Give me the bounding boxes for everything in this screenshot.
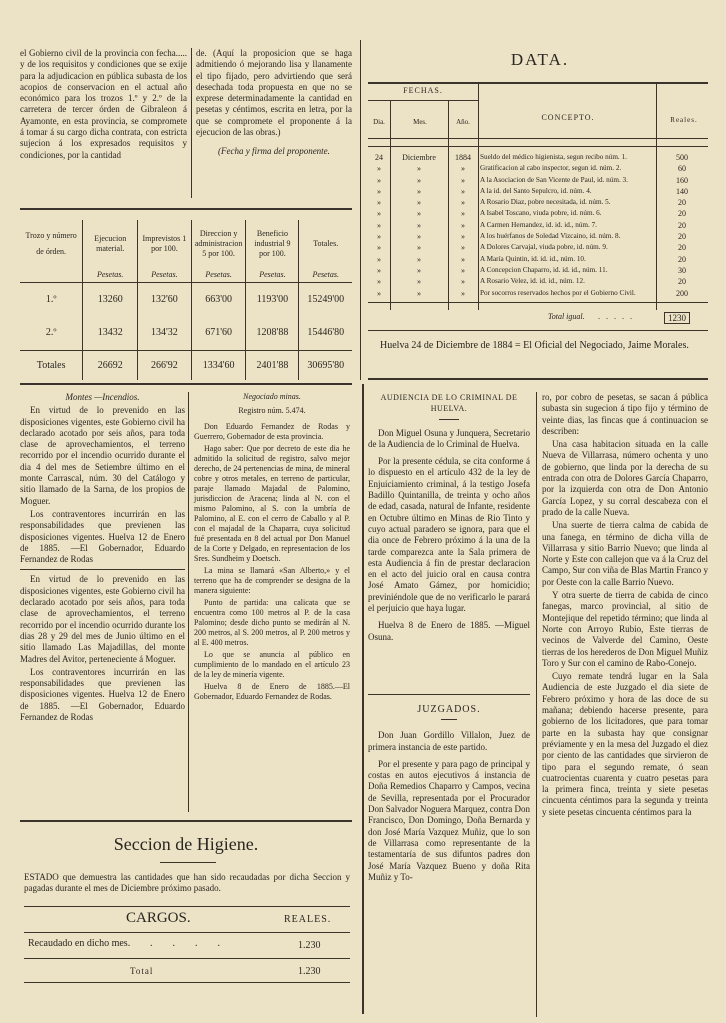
data-row xyxy=(368,186,708,197)
data-row-ano: » xyxy=(461,243,465,253)
data-row-mes: » xyxy=(417,186,421,196)
table-total-row xyxy=(20,350,352,380)
data-row xyxy=(368,152,708,163)
total-ejec: 26692 xyxy=(83,350,138,380)
total-dir: 1334'60 xyxy=(191,350,246,380)
montes-p1: En virtud de lo prevenido en las disposiciones vigentes, este Gobierno civil ha declarado acotado por seis años, para toda clase de aprovechamientos, el terreno recorrido por el incendio ocurrido durante el dia 4 del mes de Setiembre último en el monte Carrascal, núm. 30 del Catálogo y sitio llamado de la Sarna, de los propios de Moguer. xyxy=(20,405,185,506)
fechas-header: FECHAS. xyxy=(403,86,443,95)
trozo-header xyxy=(20,220,83,268)
total-impr: 266'92 xyxy=(138,350,192,380)
row2-trozo: 2.º xyxy=(45,327,57,339)
data-row-dia: » xyxy=(377,232,381,242)
table1-bottom-rule xyxy=(20,383,352,385)
data-row-ano: » xyxy=(461,209,465,219)
data-row-ano: » xyxy=(461,288,465,298)
data-row-concepto: A Carmen Hernandez, id. id. id., núm. 7. xyxy=(480,220,597,229)
column-divider xyxy=(536,392,537,1017)
fechas-rule xyxy=(368,100,478,101)
audiencia-p2: Por la presente cédula, se cita conforme á lo dispuesto en el artículo 432 de la ley de Enjuiciamiento criminal, á la testigo Josefa Badillo Quintanilla, de treinta y ocho años de edad, casada, natural de Infante, residente en Octubre último en Minas de Rio Tinto y cuyo actual paradero se ignora, para que el dia once de Febrero próximo á la una de la tarde comparezca ante la Sala primera de esta Audiencia á fin de prestar declaracion en el acto del juicio oral en causa contra José Amato Gámez, por homicidio; previniéndole que de no verificarlo le parará el perjuicio que haya lugar. xyxy=(368,456,530,614)
minas-p1: Don Eduardo Fernandez de Rodas y Guerrero, Gobernador de esta provincia. xyxy=(194,422,350,441)
cargos-rule-2 xyxy=(24,958,350,959)
higiene-title: Seccion de Higiene. xyxy=(113,834,259,854)
data-row-dia: » xyxy=(377,198,381,208)
data-row-dia: » xyxy=(377,186,381,196)
data-row-concepto: Por socorros reservados hechos por el Gobierno Civil. xyxy=(480,288,636,297)
data-row-dia: » xyxy=(377,254,381,264)
data-row xyxy=(368,288,708,299)
data-row-mes: » xyxy=(417,175,421,185)
data-row-concepto: A María Quintin, id. id. id., núm. 10. xyxy=(480,254,586,263)
row1-benef: 1193'00 xyxy=(246,282,299,316)
ano-header: Año. xyxy=(456,118,470,126)
data-row-dia: » xyxy=(377,243,381,253)
benef-header: Beneficio industrial 9 por 100. xyxy=(246,220,299,268)
minas-p6: Huelva 8 de Enero de 1885.—El Gobernador, Eduardo Fernandez de Rodas. xyxy=(194,682,350,701)
juzgados-top-rule xyxy=(368,694,530,695)
data-table-rows xyxy=(368,152,708,299)
row1-trozo: 1.º xyxy=(45,293,57,305)
data-row-mes: » xyxy=(417,220,421,230)
data-row-concepto: A los huérfanos de Soledad Vizcaino, id. núm. 8. xyxy=(480,232,621,241)
minas-column xyxy=(194,392,350,704)
cargos-heading: CARGOS. xyxy=(126,910,191,926)
higiene-ornament xyxy=(160,862,216,863)
data-row xyxy=(368,197,708,208)
table-row xyxy=(20,282,352,316)
table-row xyxy=(20,316,352,350)
col4-p5: Cuyo remate tendrá lugar en la Sala Audiencia de este Juzgado el dia siete de Febrero próximo y hora de las doce de su mañana; debiendo hacerse presente, para gobierno de los licitadores, que para tomar parte en la subasta hay que consignar préviamente y en la mesa del Juzgado el diez por ciento de las cantidades que sirvieron de tipo para el segundo remate, ó sean cuatrocientas cuarenta y cuatro pesetas para la primera finca, treinta y siete pesetas cincuenta céntimos para la segunda y treinta y siete pesetas cincuenta céntimos para la xyxy=(542,671,708,817)
unit-tot: Pesetas. xyxy=(299,268,352,282)
data-row-concepto: A Dolores Carvajal, viuda pobre, id. núm. 9. xyxy=(480,243,608,252)
data-row-dia: » xyxy=(377,220,381,230)
minas-p5: Lo que se anuncia al público en cumplimiento de lo mandado en el artículo 23 de la ley de minería vigente. xyxy=(194,650,350,679)
col4-p3: Una suerte de tierra calma de cabida de una fanega, en término de dicha villa de Villarrasa y sitio Barrio Nuevo; que linda al Norte y Este con callejon que va á la Cruz del Campo, Sur con viña de Blas Martin Franco y por Oeste con la calle Barrio Nuevo. xyxy=(542,520,708,587)
higiene-intro xyxy=(24,872,350,897)
unit-cell xyxy=(20,268,83,282)
dia-header: Dia. xyxy=(373,118,385,126)
minas-p3: La mina se llamará «San Alberto,» y el terreno que ha de comprender se designa de la manera siguiente: xyxy=(194,566,350,595)
dir-header: Direccion y administracion 5 por 100. xyxy=(191,220,246,268)
recaudado-label: Recaudado en dicho mes. xyxy=(28,938,131,949)
data-row-ano: » xyxy=(461,254,465,264)
audiencia-ornament xyxy=(439,419,459,420)
data-row-ano: » xyxy=(461,186,465,196)
data-row-dia: » xyxy=(377,288,381,298)
row2-impr: 134'32 xyxy=(138,316,192,350)
row1-impr: 132'60 xyxy=(138,282,192,316)
row2-tot: 15446'80 xyxy=(299,316,352,350)
data-row-concepto: A la id. del Santo Sepulcro, id. núm. 4. xyxy=(480,186,592,195)
row2-ejec: 13432 xyxy=(83,316,138,350)
mes-header: Mes. xyxy=(413,118,427,126)
concepto-header: CONCEPTO. xyxy=(541,113,595,122)
data-row-ano: » xyxy=(461,175,465,185)
data-row-mes: » xyxy=(417,265,421,275)
proponent-signature: (Fecha y firma del proponente. xyxy=(218,146,330,157)
data-row-concepto: A Rosario Velez, id. id. id., núm. 12. xyxy=(480,277,585,286)
data-row-ano: 1884 xyxy=(455,153,471,162)
trozo-header-l2: de órden. xyxy=(36,247,67,256)
row2-dir: 671'60 xyxy=(191,316,246,350)
juzgados-column xyxy=(368,704,530,885)
data-header-rule xyxy=(368,138,708,139)
montes-rule xyxy=(20,569,185,570)
data-row-mes: » xyxy=(417,254,421,264)
unit-impr: Pesetas. xyxy=(138,268,192,282)
data-row-mes: » xyxy=(417,243,421,253)
page-center-divider xyxy=(360,40,361,380)
data-row-concepto: A Concepcion Chaparro, id. id. id., núm. 11. xyxy=(480,265,608,274)
data-footer-text: Huelva 24 de Diciembre de 1884 = El Oficial del Negociado, Jaime Morales. xyxy=(380,340,689,351)
page-vertical-divider xyxy=(362,384,364,1014)
row1-dir: 663'00 xyxy=(191,282,246,316)
data-row-mes: » xyxy=(417,198,421,208)
audiencia-p1: Don Miguel Osuna y Junquera, Secretario de la Audiencia de lo Criminal de Huelva. xyxy=(368,427,530,449)
contract-text-col1 xyxy=(20,48,187,163)
contract-paragraph-2: de. (Aquí la proposicion que se haga admitiendo ó mejorando lisa y llanamente el tipo fijado, pero advirtiendo que será desechada toda propuesta en que no se exprese determinadamente la cantidad en pesetas y céntimos, escrita en letra, por la que se compromete el proponente á la ejecucion de las obras.) xyxy=(196,48,352,138)
data-row-dia: » xyxy=(377,277,381,287)
table1-top-rule xyxy=(20,208,352,210)
data-row xyxy=(368,254,708,265)
data-row-reales: 20 xyxy=(678,254,686,264)
recaudado-value: 1.230 xyxy=(298,940,321,951)
impr-header: Imprevistos 1 por 100. xyxy=(138,220,192,268)
total-igual-value: 1230 xyxy=(664,312,690,324)
col4-p4: Y otra suerte de tierra de cabida de cinco fanegas, marco provincial, al sitio de Montejique del repetido término; que linda al Norte con Arroyo Rubio, Este tierras de vecinos de Valverde del Camino, Oeste tierras de los herederos de Don Miguel Muñiz Toro y Sur con el camino de Rabo-Conejo. xyxy=(542,590,708,668)
data-footer xyxy=(370,340,708,354)
data-row-reales: 200 xyxy=(676,288,688,298)
montes-column xyxy=(20,392,185,725)
cost-table xyxy=(20,220,352,380)
row1-ejec: 13260 xyxy=(83,282,138,316)
cargos-top-rule xyxy=(24,906,350,907)
unit-ejec: Pesetas. xyxy=(83,268,138,282)
data-row-concepto: A Isabel Toscano, viuda pobre, id. núm. 6. xyxy=(480,209,602,218)
data-row-mes: » xyxy=(417,277,421,287)
ejec-header: Ejecucion material. xyxy=(83,220,138,268)
data-row-mes: » xyxy=(417,164,421,174)
contract-paragraph-1: el Gobierno civil de la provincia con fecha..... y de los requisitos y condiciones que se exije para la adjudicacion en pública subasta de los acopios de conservacion en el actual año económico para los trozos 1.º y 2.º de la carretera de tercer órden de Gibraleon á Ayamonte, en esta provincia, se compromete á tomar á su cargo dicha contrata, con estricta sujecion á los expresados requisitos y condiciones, por la cantidad xyxy=(20,48,187,160)
reales-col-header: Reales. xyxy=(670,116,698,124)
minas-p2: Hago saber: Que por decreto de este dia he admitido la solicitud de registro, salvo mejor derecho, de 24 pertenencias de mina, de mineral cobre y otros metales, en terreno de particular, paraje llamado Majadal de Palomino, jurisdiccion de Aracena; linda al N. con el mismo Palomino, al S. con la umbría de Palomino, al E. con el cerro de Caballo y al P. con el majadal de la Chaparra, cuya solicitud fué presentada en 8 del actual por Don Manuel de la Corte y Delgado, en representacion de los Sres. Sundheim y Doetsch. xyxy=(194,444,350,563)
subasta-column xyxy=(542,392,708,820)
row2-benef: 1208'88 xyxy=(246,316,299,350)
data-row-dia: » xyxy=(377,175,381,185)
data-row xyxy=(368,265,708,276)
data-row-dia: » xyxy=(377,209,381,219)
data-row-reales: 30 xyxy=(678,265,686,275)
data-row-reales: 500 xyxy=(676,153,688,162)
juzgados-ornament xyxy=(441,719,457,720)
data-row xyxy=(368,163,708,174)
reales-heading: REALES. xyxy=(284,914,332,925)
data-row-concepto: Sueldo del médico higienista, segun recibo núm. 1. xyxy=(480,153,627,161)
cargos-rule xyxy=(24,932,350,933)
montes-p4: Los contraventores incurrirán en las responsabilidades que previenen las disposiciones vigentes. Huelva 12 de Enero de 1885. —El Gobernador, Eduardo Fernandez de Rodas xyxy=(20,666,185,723)
montes-p3: En virtud de lo prevenido en las disposiciones vigentes, este Gobierno civil ha declarado acotado por seis años, para toda clase de aprovechamientos, el terreno recorrido por el incendio ocurrido durante los dias 28 y 29 del mes de Junio último en el sitio llamado Las Majadillas, del monte Madres del Avitor, perteneciente á Moguer. xyxy=(20,574,185,664)
data-row-reales: 140 xyxy=(676,186,688,196)
unit-dir: Pesetas. xyxy=(191,268,246,282)
juzgados-p1: Don Juan Gordillo Villalon, Juez de primera instancia de este partido. xyxy=(368,730,530,752)
row1-tot: 15249'00 xyxy=(299,282,352,316)
data-row xyxy=(368,242,708,253)
juzgados-heading: JUZGADOS. xyxy=(417,704,481,715)
data-row-ano: » xyxy=(461,232,465,242)
data-row xyxy=(368,231,708,242)
data-row-ano: » xyxy=(461,198,465,208)
minas-heading: Negociado minas. xyxy=(243,392,301,401)
montes-p2: Los contraventores incurrirán en las responsabilidades que previenen las disposiciones vigentes. Huelva 12 de Enero de 1885. —El Gobernador, Eduardo Fernandez de Rodas xyxy=(20,508,185,565)
data-row-reales: 20 xyxy=(678,232,686,242)
column-divider xyxy=(191,48,192,198)
col4-p1: ro, por cobro de pesetas, se sacan á pública subasta sin sugecion á tipo fijo y término de veinte dias, las fincas que á continuacion se describen: xyxy=(542,392,708,436)
minas-registry: Registro núm. 5.474. xyxy=(238,406,306,415)
tot-header: Totales. xyxy=(299,220,352,268)
higiene-intro-text: ESTADO que demuestra las cantidades que han sido recaudadas por dicha Seccion y pagadas durante el mes de Diciembre próximo pasado. xyxy=(24,872,350,894)
col4-p2: Una casa habitacion situada en la calle Nueva de Villarrasa, número ochenta y uno de gobierno, que linda por la derecha de su entrada con otra de Dolores García Chaparro, por la izquierda con otra de Don Antonio García Lopez, y su corral descabeza con el prado de la calle Nueva. xyxy=(542,439,708,517)
right-section-rule xyxy=(368,378,708,380)
column-divider xyxy=(188,392,189,812)
data-row-ano: » xyxy=(461,265,465,275)
data-total-rule xyxy=(368,330,708,331)
data-row-dia: » xyxy=(377,164,381,174)
data-rows-bottom-rule xyxy=(368,302,708,303)
unit-benef: Pesetas. xyxy=(246,268,299,282)
total-benef: 2401'88 xyxy=(246,350,299,380)
cargos-rule-3 xyxy=(24,982,350,983)
leader-dots: .... xyxy=(150,938,240,949)
data-row-mes: » xyxy=(417,232,421,242)
data-row-reales: 60 xyxy=(678,164,686,174)
total-value-higiene: 1.230 xyxy=(298,966,321,977)
data-row xyxy=(368,208,708,219)
data-row-concepto: A Rosario Diaz, pobre necesitada, id. núm. 5. xyxy=(480,198,611,207)
data-top-rule xyxy=(368,82,708,84)
data-row-reales: 160 xyxy=(676,175,688,185)
data-row-mes: Diciembre xyxy=(402,153,436,162)
data-title: DATA. xyxy=(510,50,570,69)
data-row-mes: » xyxy=(417,288,421,298)
data-row xyxy=(368,175,708,186)
minas-p4: Punto de partida: una calicata que se encuentra como 100 metros al P. de la casa Palomino; desde dicho punto se medirán al N. 200 metros, al S. 200 metros, al P. 200 metros y al E. 400 metros. xyxy=(194,598,350,647)
data-row-reales: 20 xyxy=(678,209,686,219)
contract-text-col2 xyxy=(196,48,352,160)
data-row-reales: 20 xyxy=(678,277,686,287)
data-row xyxy=(368,276,708,287)
montes-heading: Montes —Incendios. xyxy=(65,392,140,402)
data-row-reales: 20 xyxy=(678,243,686,253)
total-igual-dots: ..... xyxy=(598,312,638,321)
data-row-ano: » xyxy=(461,164,465,174)
data-row-dia: » xyxy=(377,265,381,275)
total-label: Totales xyxy=(36,359,66,371)
data-row-concepto: Gratificacion al cabo inspector, segun id. núm. 2. xyxy=(480,164,622,173)
total-tot: 30695'80 xyxy=(299,350,352,380)
data-row-concepto: A la Asociacion de San Vicente de Paul, id. núm. 3. xyxy=(480,175,628,184)
data-row-dia: 24 xyxy=(375,153,383,162)
data-header-rule-2 xyxy=(368,146,708,147)
data-row-reales: 20 xyxy=(678,220,686,230)
data-row-ano: » xyxy=(461,277,465,287)
data-row xyxy=(368,220,708,231)
data-row-reales: 20 xyxy=(678,198,686,208)
audiencia-p3: Huelva 8 de Enero de 1885. —Miguel Osuna. xyxy=(368,620,530,642)
data-row-ano: » xyxy=(461,220,465,230)
data-row-mes: » xyxy=(417,209,421,219)
trozo-header-l1: Trozo y número xyxy=(25,231,77,240)
total-igual-label: Total igual. xyxy=(548,312,585,321)
audiencia-column xyxy=(368,392,530,645)
total-label-higiene: Total xyxy=(130,966,154,976)
higiene-top-rule xyxy=(20,820,352,822)
juzgados-p2: Por el presente y para pago de principal y costas en autos ejecutivos á instancia de Doña Remedios Chaparro y Campos, vecina de Sevilla, representada por el Procurador Don Salvador Noguera Marquez, contra Don Francisco, Don Domingo, Doña Bernarda y don José María Vazquez Muñiz, que lo son de Villarrasa como representante de la testamentaría de sus difuntos padres don José María Vazquez Bueno y doña Rita Muñiz y To- xyxy=(368,758,530,882)
audiencia-heading: AUDIENCIA DE LO CRIMINAL DE HUELVA. xyxy=(380,393,518,414)
